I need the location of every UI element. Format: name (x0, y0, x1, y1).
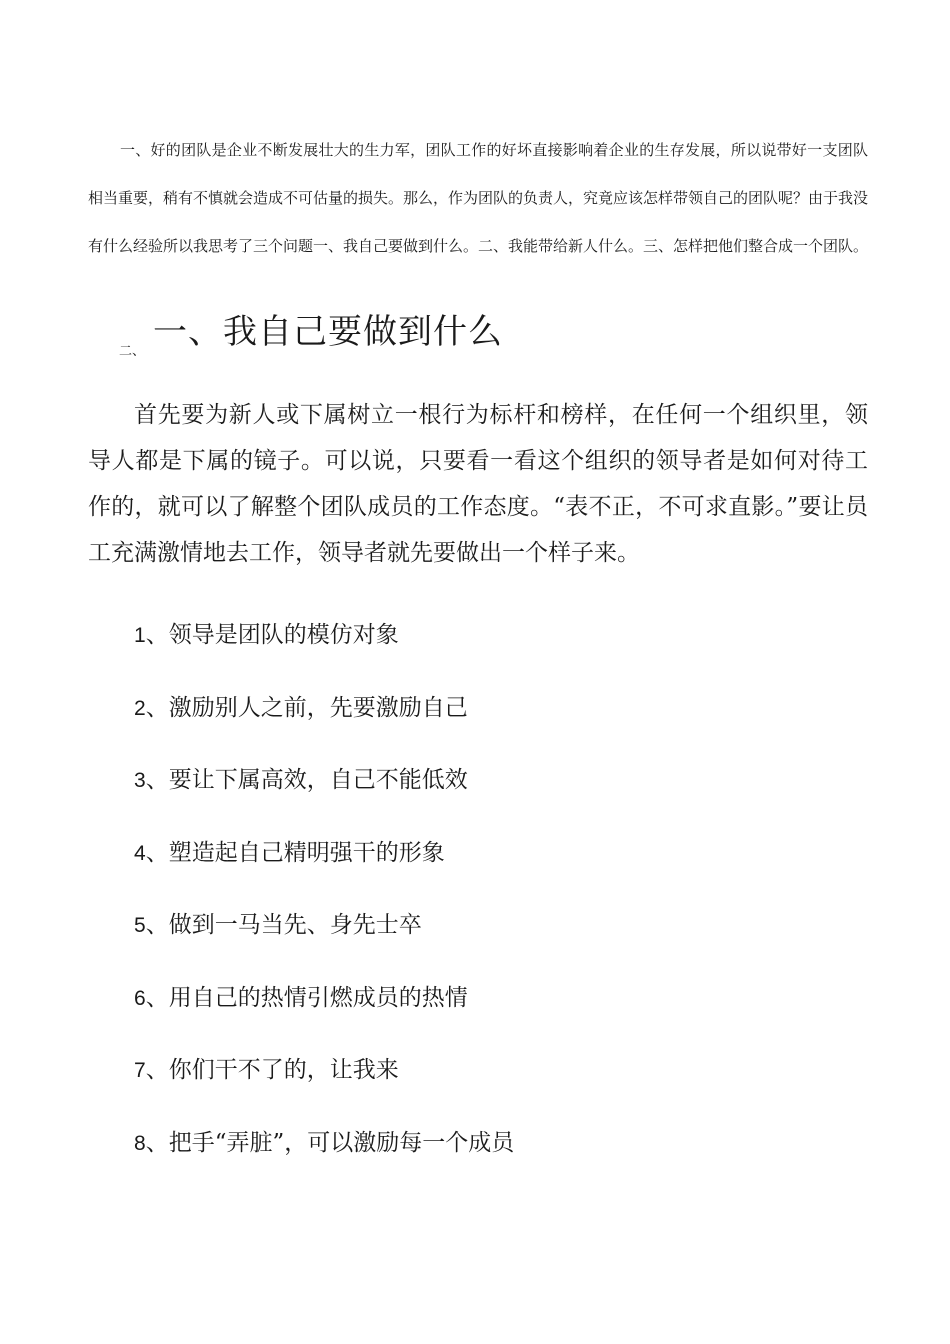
intro-paragraph: 一、好的团队是企业不断发展壮大的生力军，团队工作的好坏直接影响着企业的生存发展，所以说带好一支团队相当重要，稍有不慎就会造成不可估量的损失。那么，作为团队的负责人，究竟应该怎样带领自己的团队呢？由于我没有什么经验所以我思考了三个问题一、我自己要做到什么。二、我能带给新人什么。三、怎样把他们整合成一个团队。 (88, 141, 869, 255)
list-item-number: 4 (134, 841, 146, 865)
point-list (134, 612, 514, 1192)
list-item-text: 、领导是团队的模仿对象 (145, 622, 399, 648)
list-item-text: 、你们干不了的，让我来 (145, 1057, 399, 1083)
list-item-number: 2 (134, 696, 146, 720)
list-item-number: 5 (134, 914, 146, 937)
list-item-text: 、要让下属高效，自己不能低效 (145, 767, 468, 793)
list-item-text: 、用自己的热情引燃成员的热情 (145, 984, 468, 1011)
list-item (134, 975, 514, 1048)
list-item-number: 3 (134, 769, 146, 792)
list-item-text: 、激励别人之前，先要激励自己 (145, 694, 468, 721)
body-paragraph: 首先要为新人或下属树立一根行为标杆和榜样，在任何一个组织里，领导人都是下属的镜子。可以说，只要看一看这个组织的领导者是如何对待工作的，就可以了解整个团队成员的工作态度。“表不正，不可求直影。”要让员工充满激情地去工作，领导者就先要做出一个样子来。 (88, 402, 868, 566)
list-item (134, 1120, 514, 1193)
list-item-number: 1 (134, 624, 146, 647)
list-item (134, 830, 514, 903)
list-item (134, 757, 514, 830)
list-item-text: 、塑造起自己精明强干的形象 (145, 839, 445, 866)
section-marker: 二、 (119, 344, 146, 359)
list-item-number: 6 (134, 986, 146, 1010)
list-item (134, 902, 514, 975)
list-item-number: 8 (134, 1131, 146, 1155)
list-item-text: 、把手“弄脏”，可以激励每一个成员 (145, 1129, 515, 1156)
list-item-number: 7 (134, 1059, 146, 1082)
list-item-text: 、做到一马当先、身先士卒 (145, 912, 422, 938)
list-item (134, 1047, 514, 1120)
list-item (134, 612, 514, 685)
section-heading: 一、我自己要做到什么 (153, 312, 503, 352)
list-item (134, 685, 514, 758)
